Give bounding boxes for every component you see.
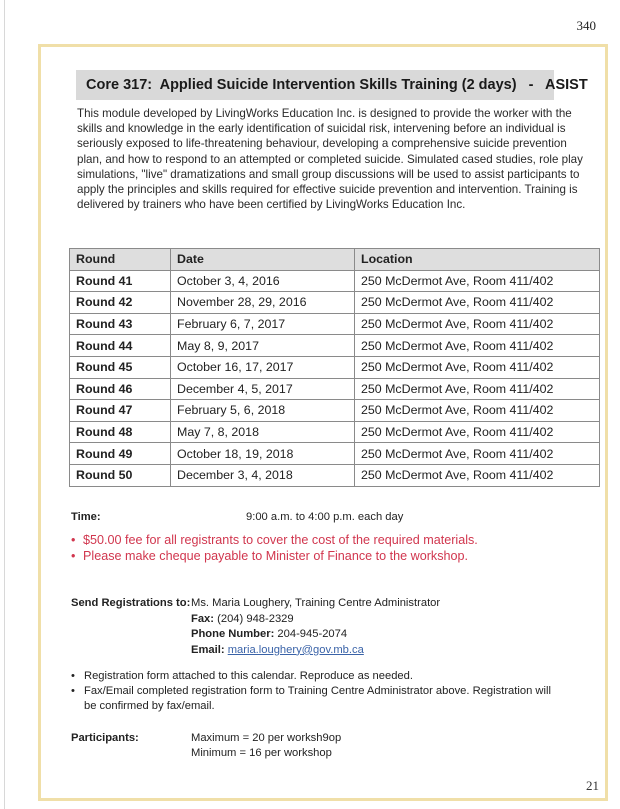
participants-label: Participants: — [71, 732, 139, 744]
date-cell: October 18, 19, 2018 — [171, 443, 355, 465]
fax-line — [191, 612, 571, 628]
note-item: • Registration form attached to this calendar. Reproduce as needed. — [71, 669, 561, 684]
fee-notice-list — [71, 533, 478, 564]
document-page-number: 21 — [586, 778, 599, 793]
round-cell: Round 48 — [70, 421, 171, 443]
round-cell: Round 49 — [70, 443, 171, 465]
participants-limits — [191, 731, 341, 761]
phone-number: 204-945-2074 — [274, 628, 348, 641]
location-cell: 250 McDermot Ave, Room 411/402 — [355, 335, 600, 357]
location-cell: 250 McDermot Ave, Room 411/402 — [355, 400, 600, 422]
location-cell: 250 McDermot Ave, Room 411/402 — [355, 356, 600, 378]
time-label: Time: — [71, 511, 101, 523]
note-item: • Fax/Email completed registration form to Training Centre Administrator above. Registration will be confirmed by fax/email. — [71, 684, 561, 714]
round-cell: Round 45 — [70, 356, 171, 378]
schedule-table — [69, 248, 600, 487]
round-cell: Round 50 — [70, 464, 171, 486]
table-row — [70, 400, 600, 422]
round-cell: Round 44 — [70, 335, 171, 357]
header-round: Round — [70, 249, 171, 271]
fax-label: Fax: — [191, 612, 215, 625]
email-link[interactable]: maria.loughery@gov.mb.ca — [227, 643, 364, 656]
page-frame — [38, 44, 608, 801]
contact-name: Ms. Maria Loughery, Training Centre Administrator — [191, 597, 441, 609]
scan-page-number: 340 — [576, 18, 596, 33]
location-cell: 250 McDermot Ave, Room 411/402 — [355, 378, 600, 400]
email-line — [191, 643, 571, 659]
date-cell: November 28, 29, 2016 — [171, 292, 355, 314]
fee-notice-item: • Please make cheque payable to Minister of Finance to the workshop. — [71, 549, 478, 565]
registration-contact-block — [191, 596, 571, 658]
round-cell: Round 47 — [70, 400, 171, 422]
date-cell: February 6, 7, 2017 — [171, 313, 355, 335]
course-title: Core 317: Applied Suicide Intervention Skills Training (2 days) - ASIST — [76, 70, 554, 100]
phone-line — [191, 627, 571, 643]
date-cell: October 16, 17, 2017 — [171, 356, 355, 378]
time-value: 9:00 a.m. to 4:00 p.m. each day — [246, 511, 404, 523]
email-label: Email: — [191, 643, 225, 656]
table-header-row — [70, 249, 600, 271]
location-cell: 250 McDermot Ave, Room 411/402 — [355, 270, 600, 292]
table-row — [70, 443, 600, 465]
table-row — [70, 464, 600, 486]
date-cell: May 7, 8, 2018 — [171, 421, 355, 443]
participants-minimum: Minimum = 16 per workshop — [191, 747, 332, 759]
time-section — [71, 511, 591, 523]
table-row — [70, 356, 600, 378]
table-row — [70, 292, 600, 314]
round-cell: Round 43 — [70, 313, 171, 335]
fax-number: (204) 948-2329 — [214, 612, 294, 625]
course-description: This module developed by LivingWorks Education Inc. is designed to provide the worker with the skills and knowledge in the early identification of suicidal risk, intervening before an individual is seriously exposed to life-threatening behaviour, developing a comprehensive suicide prevention plan, and how to respond to an attempted or completed suicide. Simulated cased studies, role play simulations, "live" dramatizations and small group discussions will be used to assist participants to apply the principles and skills required for effective suicide prevention and intervention. Training is delivered by trainers who have been certified by LivingWorks Education Inc. — [77, 107, 583, 212]
date-cell: October 3, 4, 2016 — [171, 270, 355, 292]
round-cell: Round 41 — [70, 270, 171, 292]
participants-maximum: Maximum = 20 per worksh9op — [191, 732, 342, 744]
header-location: Location — [355, 249, 600, 271]
registration-notes — [71, 669, 561, 715]
date-cell: February 5, 6, 2018 — [171, 400, 355, 422]
table-row — [70, 421, 600, 443]
date-cell: December 4, 5, 2017 — [171, 378, 355, 400]
registration-label: Send Registrations to: — [71, 597, 191, 609]
location-cell: 250 McDermot Ave, Room 411/402 — [355, 421, 600, 443]
table-row — [70, 335, 600, 357]
date-cell: May 8, 9, 2017 — [171, 335, 355, 357]
scan-margin-line — [4, 0, 5, 809]
location-cell: 250 McDermot Ave, Room 411/402 — [355, 292, 600, 314]
location-cell: 250 McDermot Ave, Room 411/402 — [355, 464, 600, 486]
table-row — [70, 378, 600, 400]
table-row — [70, 270, 600, 292]
table-row — [70, 313, 600, 335]
header-date: Date — [171, 249, 355, 271]
phone-label: Phone Number: — [191, 628, 275, 641]
round-cell: Round 42 — [70, 292, 171, 314]
fee-notice-item: • $50.00 fee for all registrants to cover the cost of the required materials. — [71, 533, 478, 549]
location-cell: 250 McDermot Ave, Room 411/402 — [355, 443, 600, 465]
round-cell: Round 46 — [70, 378, 171, 400]
date-cell: December 3, 4, 2018 — [171, 464, 355, 486]
location-cell: 250 McDermot Ave, Room 411/402 — [355, 313, 600, 335]
